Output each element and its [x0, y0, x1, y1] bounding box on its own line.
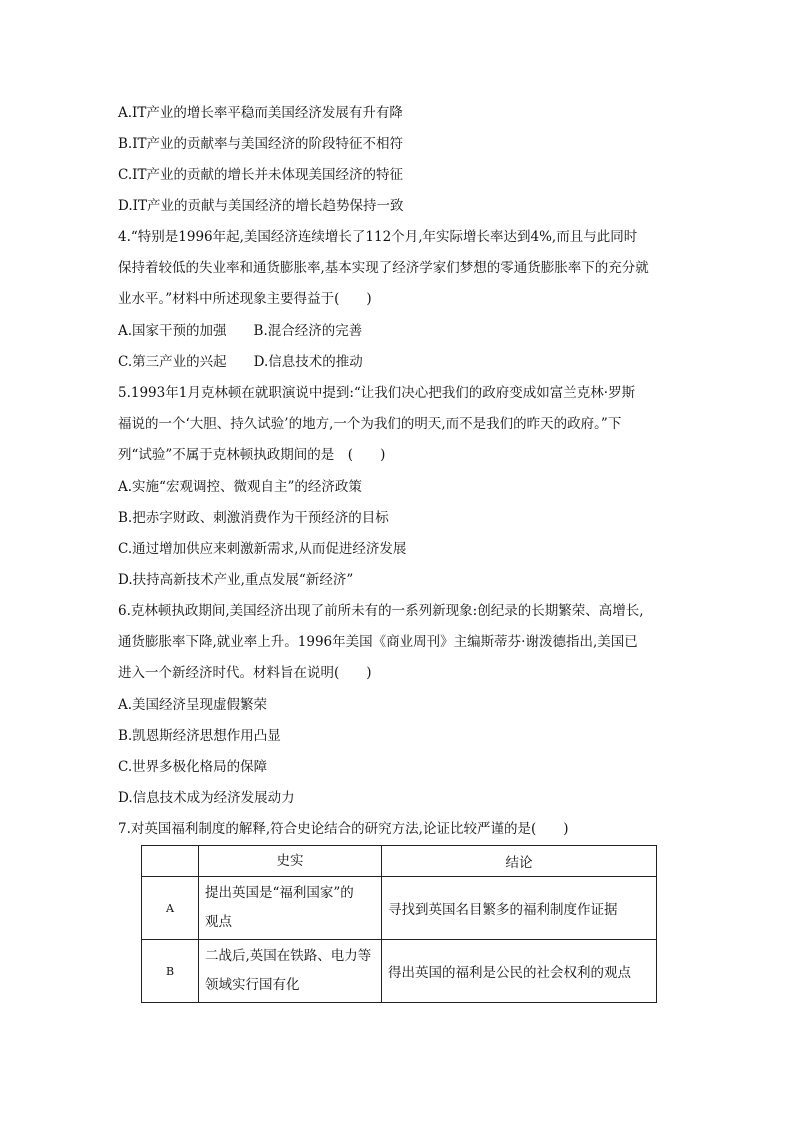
table-header-label — [142, 846, 199, 877]
q3-option-b: B.IT产业的贡献率与美国经济的阶段特征不相符 — [118, 136, 404, 152]
q6-option-d: D.信息技术成为经济发展动力 — [118, 790, 295, 806]
q5-option-b: B.把赤字财政、刺激消费作为干预经济的目标 — [118, 510, 389, 526]
fact-line: 提出英国是“福利国家”的 — [205, 885, 354, 901]
q4-stem-line-2: 保持着较低的失业率和通货膨胀率,基本实现了经济学家们梦想的零通货膨胀率下的充分就 — [118, 260, 649, 276]
q3-option-d: D.IT产业的贡献与美国经济的增长趋势保持一致 — [118, 198, 404, 214]
q6-stem-line-1: 6.克林顿执政期间,美国经济出现了前所未有的一系列新现象:创纪录的长期繁荣、高增长, — [118, 603, 644, 619]
q5-option-c: C.通过增加供应来刺激新需求,从而促进经济发展 — [118, 541, 407, 557]
table-row-label: A — [142, 877, 199, 940]
q4-stem-line-3: 业水平。”材料中所述现象主要得益于( ) — [118, 291, 372, 307]
q6-stem-line-2: 通货膨胀率下降,就业率上升。1996年美国《商业周刊》主编斯蒂芬·谢泼德指出,美国已 — [118, 634, 638, 650]
q5-stem-line-3: 列“试验”不属于克林顿执政期间的是 ( ) — [118, 447, 386, 463]
q6-option-b: B.凯恩斯经济思想作用凸显 — [118, 728, 281, 744]
q5-stem-line-1: 5.1993年1月克林顿在就职演说中提到:“让我们决心把我们的政府变成如富兰克林·罗斯 — [118, 385, 636, 401]
table-row-label: B — [142, 940, 199, 1003]
q5-stem-line-2: 福说的一个‘大胆、持久试验’的地方,一个为我们的明天,而不是我们的昨天的政府。”下 — [118, 416, 622, 432]
table-header-row — [142, 846, 657, 877]
table-cell-conclusion: 得出英国的福利是公民的社会权利的观点 — [382, 940, 657, 1003]
q5-option-d: D.扶持高新技术产业,重点发展“新经济” — [118, 572, 354, 588]
table-cell-fact — [199, 940, 382, 1003]
table-cell-conclusion: 寻找到英国名目繁多的福利制度作证据 — [382, 877, 657, 940]
q3-option-a: A.IT产业的增长率平稳而美国经济发展有升有降 — [118, 105, 403, 121]
table-row — [142, 877, 657, 940]
table-header-conclusion: 结论 — [382, 846, 657, 877]
table-cell-fact — [199, 877, 382, 940]
table-row — [142, 940, 657, 1003]
q6-option-a: A.美国经济呈现虚假繁荣 — [118, 697, 268, 713]
table-header-fact: 史实 — [199, 846, 382, 877]
q6-stem-line-3: 进入一个新经济时代。材料旨在说明( ) — [118, 665, 372, 681]
fact-line: 二战后,英国在铁路、电力等 — [205, 948, 372, 964]
q3-option-c: C.IT产业的贡献的增长并未体现美国经济的特征 — [118, 167, 403, 183]
q7-table — [141, 845, 657, 1003]
q4-options-row-2: C.第三产业的兴起 D.信息技术的推动 — [118, 354, 363, 370]
fact-line: 观点 — [205, 914, 232, 930]
q6-option-c: C.世界多极化格局的保障 — [118, 759, 268, 775]
q4-options-row-1: A.国家干预的加强 B.混合经济的完善 — [118, 323, 363, 339]
q4-stem-line-1: 4.“特别是1996年起,美国经济连续增长了112个月,年实际增长率达到4%,而且与此同时 — [118, 229, 638, 245]
q7-stem: 7.对英国福利制度的解释,符合史论结合的研究方法,论证比较严谨的是( ) — [118, 821, 569, 837]
q5-option-a: A.实施“宏观调控、微观自主”的经济政策 — [118, 479, 362, 495]
fact-line: 领域实行国有化 — [205, 977, 300, 993]
